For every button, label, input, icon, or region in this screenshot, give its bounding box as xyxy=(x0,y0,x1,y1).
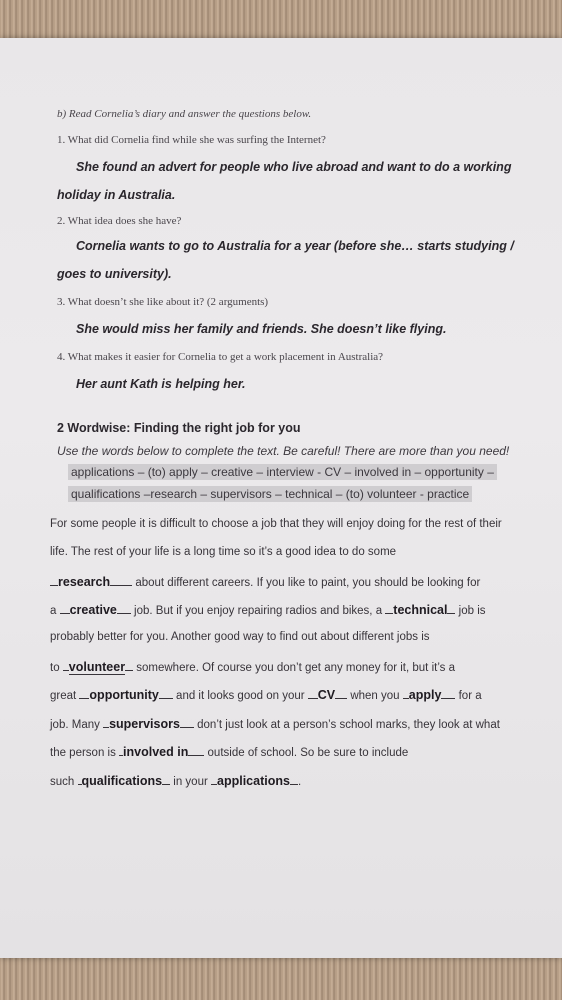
text-line-2: life. The rest of your life is a long time so it’s a good idea to do some xyxy=(50,546,397,558)
text-line-5: probably better for you. Another good way to find out about different jobs is xyxy=(50,631,430,643)
blank-underline xyxy=(162,774,170,785)
word-box-line-1: applications – (to) apply – creative – interview - CV – involved in – opportunity – xyxy=(68,464,497,480)
text-line-7-mid-2: when you xyxy=(347,690,403,702)
answer-2-line-2: goes to university). xyxy=(57,267,172,281)
text-line-6-start: to xyxy=(50,662,63,674)
filled-word-technical: technical xyxy=(393,603,448,617)
blank-underline xyxy=(60,603,70,614)
text-line-6-rest: somewhere. Of course you don’t get any money for it, but it’s a xyxy=(133,662,456,674)
text-line-4-end: job is xyxy=(455,605,486,617)
text-line-7 xyxy=(50,688,482,702)
text-line-4 xyxy=(50,603,486,617)
text-line-9-start: the person is xyxy=(50,747,120,759)
answer-4: Her aunt Kath is helping her. xyxy=(76,377,246,391)
text-line-9-rest: outside of school. So be sure to include xyxy=(204,747,409,759)
filled-word-opportunity: opportunity xyxy=(89,688,159,702)
filled-word-cv: CV xyxy=(317,688,336,702)
text-line-8 xyxy=(50,717,500,731)
question-1: 1. What did Cornelia find while she was surfing the Internet? xyxy=(57,134,326,146)
blank-underline xyxy=(159,688,173,699)
text-line-8-rest: don’t just look at a person’s school marks, they look at what xyxy=(193,719,500,731)
text-line-7-mid: and it looks good on your xyxy=(172,690,308,702)
question-3: 3. What doesn’t she like about it? (2 arguments) xyxy=(57,296,269,308)
word-box-line-2: qualifications –research – supervisors – technical – (to) volunteer - practice xyxy=(68,486,472,502)
blank-underline xyxy=(441,688,455,699)
blank-underline xyxy=(50,575,58,586)
text-line-1: For some people it is difficult to choose a job that they will enjoy doing for the rest of their xyxy=(50,518,502,530)
answer-3: She would miss her family and friends. She doesn’t like flying. xyxy=(76,322,447,336)
blank-underline xyxy=(188,745,204,756)
text-line-3-rest: about different careers. If you like to paint, you should be looking for xyxy=(132,577,481,589)
question-2: 2. What idea does she have? xyxy=(57,215,182,227)
filled-word-research: research xyxy=(58,575,111,589)
filled-word-involved-in: involved in xyxy=(123,745,189,759)
filled-word-qualifications: qualifications xyxy=(81,774,163,788)
background-top xyxy=(0,0,562,40)
answer-2-line-1: Cornelia wants to go to Australia for a year (before she… starts studying / xyxy=(76,239,514,253)
filled-word-volunteer: volunteer xyxy=(68,660,126,674)
text-line-7-end: for a xyxy=(455,690,482,702)
blank-underline xyxy=(125,660,133,671)
question-4: 4. What makes it easier for Cornelia to get a work placement in Australia? xyxy=(57,351,384,363)
blank-underline xyxy=(180,717,194,728)
blank-underline xyxy=(63,660,69,671)
blank-underline xyxy=(79,688,89,699)
section-2-instruction: Use the words below to complete the text. Be careful! There are more than you need! xyxy=(57,444,510,458)
text-line-3 xyxy=(50,575,480,589)
text-line-10 xyxy=(50,774,301,788)
blank-underline xyxy=(110,575,132,586)
part-b-instruction: b) Read Cornelia’s diary and answer the questions below. xyxy=(57,108,312,120)
text-line-6 xyxy=(50,660,455,674)
answer-1-line-1: She found an advert for people who live abroad and want to do a working xyxy=(76,160,512,174)
filled-word-applications: applications xyxy=(217,774,290,788)
blank-underline xyxy=(290,774,298,785)
filled-word-apply: apply xyxy=(408,688,442,702)
blank-underline xyxy=(308,688,318,699)
text-line-7-start: great xyxy=(50,690,80,702)
text-line-10-end: . xyxy=(297,776,302,788)
text-line-10-mid: in your xyxy=(170,776,211,788)
text-line-10-start: such xyxy=(50,776,78,788)
text-line-4-start: a xyxy=(50,605,60,617)
answer-1-line-2: holiday in Australia. xyxy=(57,188,176,202)
section-2-heading: 2 Wordwise: Finding the right job for you xyxy=(57,421,301,435)
blank-underline xyxy=(117,603,131,614)
background-bottom xyxy=(0,955,562,1000)
filled-word-supervisors: supervisors xyxy=(109,717,180,731)
filled-word-creative: creative xyxy=(69,603,117,617)
text-line-4-mid: job. But if you enjoy repairing radios and bikes, a xyxy=(130,605,386,617)
text-line-8-start: job. Many xyxy=(50,719,104,731)
worksheet-page xyxy=(0,38,562,958)
text-line-9 xyxy=(50,745,408,759)
blank-underline xyxy=(335,688,347,699)
